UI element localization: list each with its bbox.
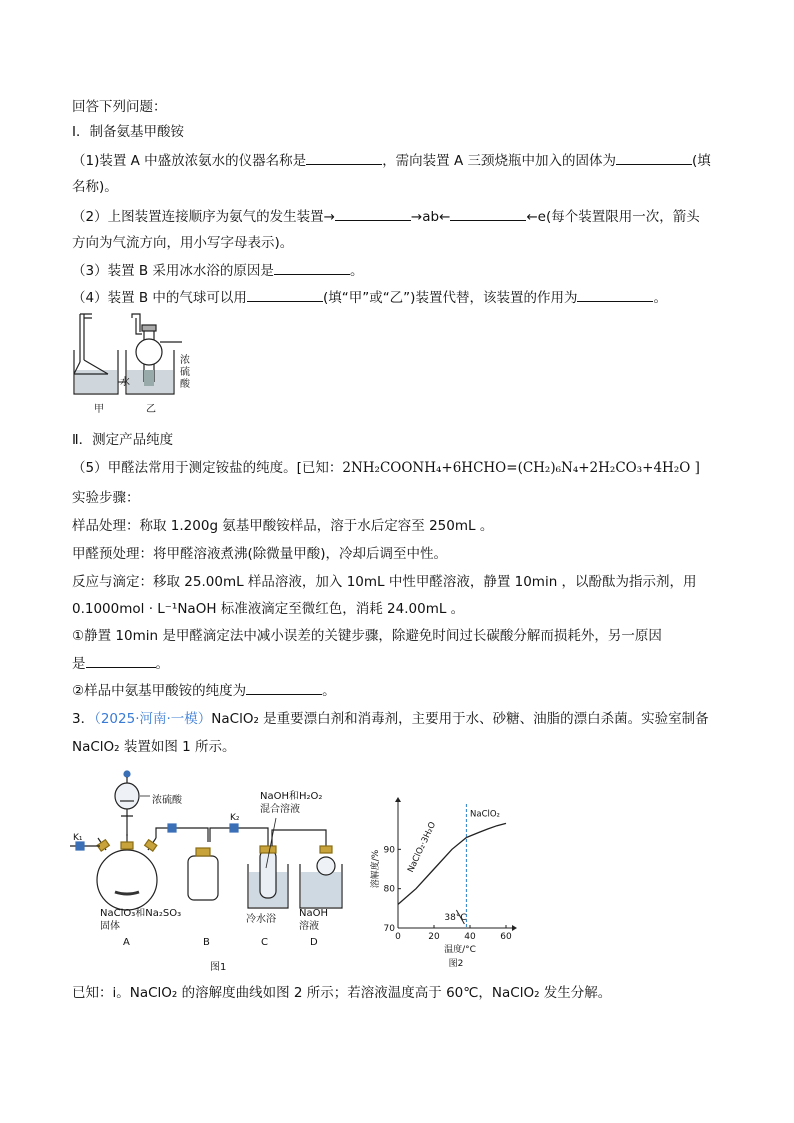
- part2-title: Ⅱ．测定产品纯度: [72, 432, 174, 448]
- intro-text: 回答下列问题：: [72, 99, 167, 115]
- label-concentrated-sulfuric-acid: 浓硫酸: [180, 355, 190, 390]
- q4-text-a: （4）装置 B 中的气球可以用: [72, 290, 247, 306]
- q1-text-a: （1)装置 A 中盛放浓氨水的仪器名称是: [72, 153, 307, 169]
- answer-blank[interactable]: [274, 260, 350, 275]
- chart-caption: 图2: [448, 959, 464, 969]
- problem-source: （2025·河南·一模）: [94, 711, 212, 727]
- label-yi: 乙: [146, 404, 156, 415]
- y-axis-arrow: [395, 797, 401, 802]
- series-line-2: [466, 823, 506, 837]
- fig1-label-a: A: [123, 937, 130, 948]
- annotation-38c: 38°C: [444, 913, 467, 923]
- q4-text-b: (填“甲”或“乙”)装置代替，该装置的作用为: [322, 290, 578, 306]
- answer-blank[interactable]: [616, 150, 692, 165]
- fig1-label-solid: [100, 907, 181, 933]
- y-tick-label: 70: [383, 924, 395, 934]
- steps-title: 实验步骤：: [72, 490, 140, 506]
- q5-formula: 2NH₂COONH₄+6HCHO=(CH₂)₆N₄+2H₂CO₃+4H₂O ]: [342, 460, 700, 476]
- sub1-text-c: 。: [155, 656, 169, 672]
- label-water: 水: [120, 377, 130, 388]
- answer-blank[interactable]: [335, 206, 411, 221]
- answer-blank[interactable]: [577, 287, 653, 302]
- y-tick-label: 90: [383, 845, 395, 856]
- q2-text-b: →ab←: [410, 209, 451, 225]
- fig1-label-acid: 浓硫酸: [152, 795, 182, 806]
- question-5: [72, 458, 700, 478]
- answer-blank[interactable]: [306, 150, 382, 165]
- q3-text-a: （3）装置 B 采用冰水浴的原因是: [72, 263, 274, 279]
- figure-2-solubility-chart: [368, 790, 518, 970]
- series-label-naclo2: NaClO₂: [470, 809, 500, 820]
- question-2-line2: 方向为气流方向，用小写字母表示)。: [72, 235, 294, 251]
- part1-title: I．制备氨基甲酸铵: [72, 124, 184, 140]
- fig1-label-mix: [260, 790, 322, 816]
- label-jia: 甲: [94, 404, 104, 415]
- answer-blank[interactable]: [246, 680, 322, 695]
- problem-3-line1: [72, 709, 709, 729]
- series-label-trihydrate: NaClO₂·3H₂O: [406, 820, 439, 875]
- x-tick-label: 60: [500, 932, 512, 942]
- q2-text-c: ←e(每个装置限用一次，箭头: [526, 209, 700, 225]
- three-neck-flask: [97, 850, 157, 910]
- fig1-solid-line2: 固体: [100, 921, 120, 932]
- y-tick-label: 80: [383, 884, 395, 895]
- problem-number: 3．: [72, 711, 95, 727]
- q3-text-b: 。: [349, 263, 364, 279]
- fig1-solid-line1: NaClO₃和Na₂SO₃: [100, 908, 182, 919]
- fig1-naoh-line2: 溶液: [299, 921, 319, 932]
- bottle-b: [188, 856, 218, 900]
- fig1-mix-line1: NaOH和H₂O₂: [260, 791, 323, 802]
- label-k2: K₂: [230, 813, 240, 823]
- sub2-text-a: ②样品中氨基甲酸铵的纯度为: [72, 683, 247, 699]
- fig1-label-cold-bath: 冷水浴: [246, 914, 276, 925]
- question-4: [72, 287, 667, 308]
- fig1-label-b: B: [203, 937, 210, 948]
- flask-yi: [136, 339, 162, 365]
- step-3-line1: 反应与滴定：移取 25.00mL 样品溶液，加入 10mL 中性甲醛溶液，静置 10min ，以酚酞为指示剂，用: [72, 574, 697, 590]
- fig1-label-c: C: [261, 937, 268, 948]
- problem-3-line2: NaClO₂ 装置如图 1 所示。: [72, 739, 236, 755]
- fig1-mix-line2: 混合溶液: [260, 804, 300, 815]
- sub-question-1-line2: [72, 653, 169, 674]
- step-1: 样品处理：称取 1.200g 氨基甲酸铵样品，溶于水后定容至 250mL 。: [72, 518, 494, 534]
- x-tick-label: 0: [395, 932, 401, 942]
- step-3-line2: 0.1000mol · L⁻¹NaOH 标准液滴定至微红色，消耗 24.00mL 。: [72, 601, 465, 617]
- x-tick-label: 40: [464, 932, 476, 942]
- x-axis-label: 温度/°C: [444, 945, 476, 955]
- question-3: [72, 260, 363, 281]
- dropping-funnel: [115, 783, 139, 809]
- answer-blank[interactable]: [450, 206, 526, 221]
- x-axis-arrow: [512, 925, 517, 931]
- sub-question-1-line1: ①静置 10min 是甲醛滴定法中减小误差的关键步骤，除避免时间过长碳酸分解而损耗外，另一原因: [72, 628, 662, 644]
- question-1-line1: [72, 150, 711, 171]
- q1-text-b: ，需向装置 A 三颈烧瓶中加入的固体为: [382, 153, 617, 169]
- known-info: 已知：ⅰ。NaClO₂ 的溶解度曲线如图 2 所示；若溶液温度高于 60℃，NaClO₂ 发生分解。: [72, 985, 612, 1001]
- answer-blank[interactable]: [247, 287, 323, 302]
- fig1-label-naoh: [299, 907, 328, 933]
- sub2-text-b: 。: [322, 683, 336, 699]
- q1-text-c: (填: [692, 153, 711, 169]
- fig1-caption: 图1: [210, 962, 227, 973]
- sub1-text-b: 是: [72, 656, 86, 672]
- question-2-line1: [72, 206, 700, 227]
- step-2: 甲醛预处理：将甲醛溶液煮沸(除微量甲酸)，冷却后调至中性。: [72, 546, 448, 562]
- fig1-naoh-line1: NaOH: [299, 908, 328, 919]
- sub-question-2: [72, 680, 336, 701]
- y-axis-label: 溶解度/%: [371, 849, 381, 889]
- label-k1: K₁: [73, 833, 83, 843]
- x-tick-label: 20: [428, 932, 440, 942]
- q2-text-a: （2）上图装置连接顺序为氨气的发生装置→: [72, 209, 335, 225]
- fig1-label-d: D: [310, 937, 318, 948]
- q5-text: （5）甲醛法常用于测定铵盐的纯度。[已知：: [72, 460, 343, 476]
- question-1-line2: 名称)。: [72, 179, 118, 195]
- q4-text-c: 。: [653, 290, 667, 306]
- answer-blank[interactable]: [86, 653, 156, 668]
- problem-3-text-a: NaClO₂ 是重要漂白剂和消毒剂，主要用于水、砂糖、油脂的漂白杀菌。实验室制备: [211, 711, 709, 727]
